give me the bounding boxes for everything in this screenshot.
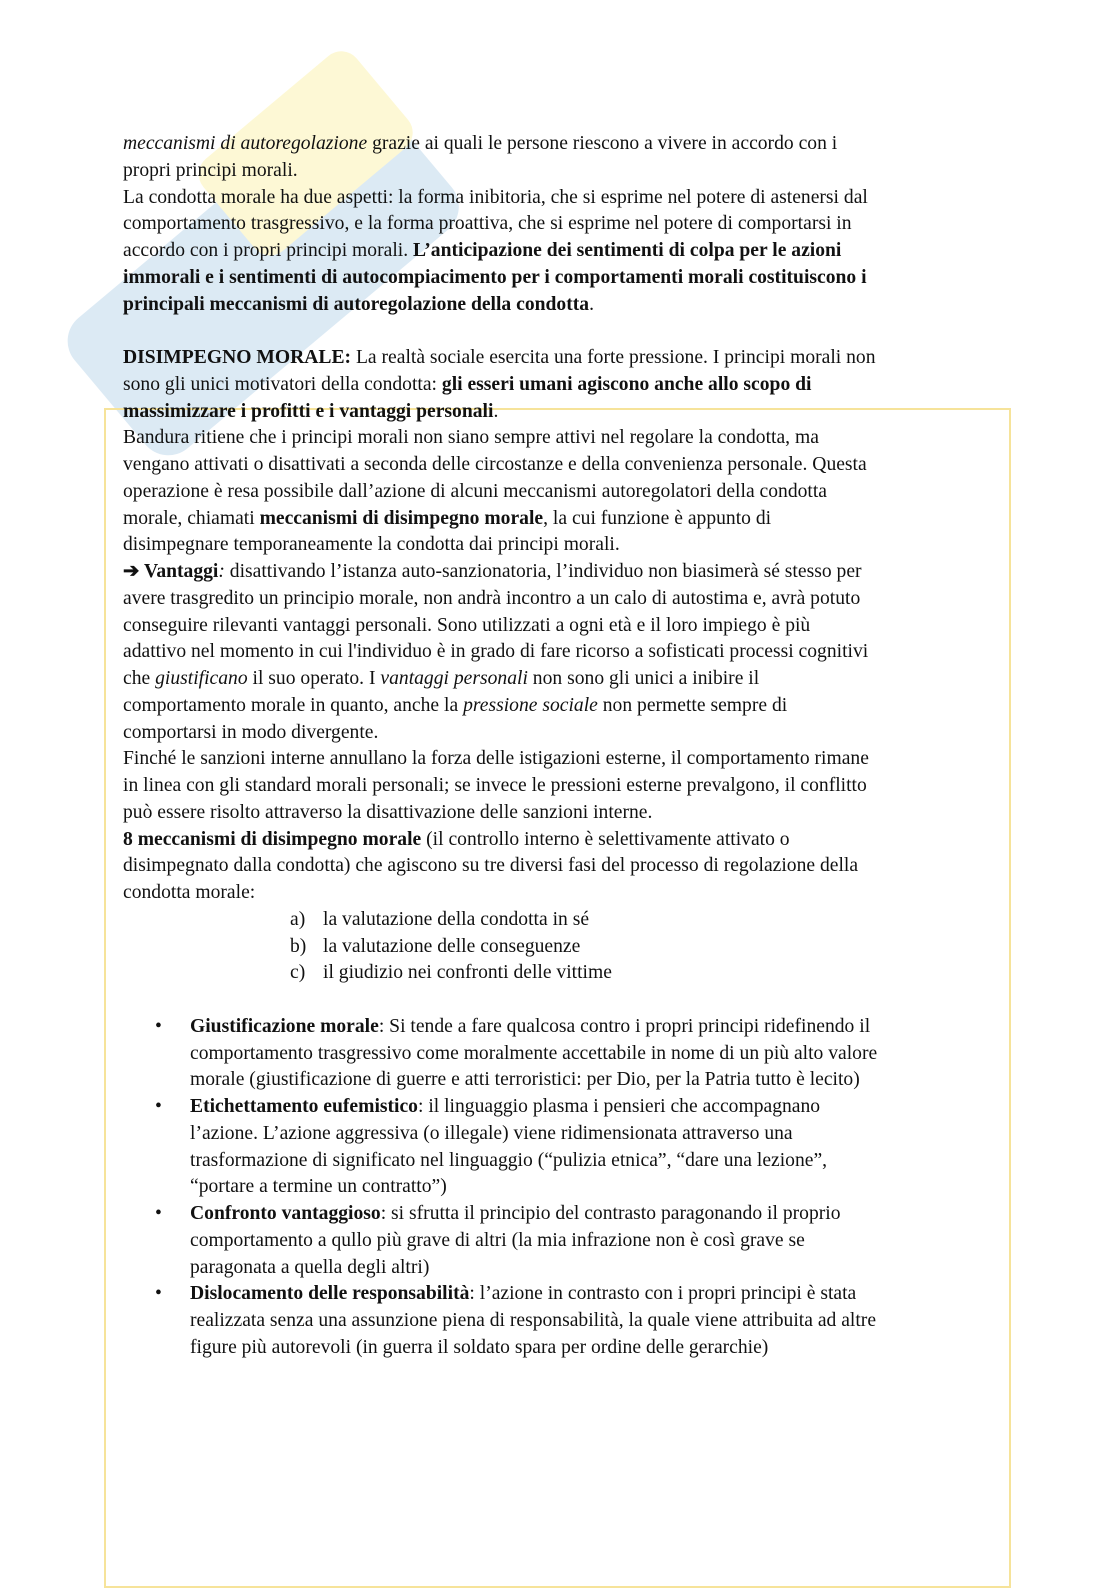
bullet-icon: •: [155, 1203, 162, 1224]
bold-text: L’anticipazione dei sentimenti di colpa per le azioni: [413, 240, 842, 261]
bold-text: massimizzare i profitti e i vantaggi personali: [123, 400, 494, 422]
text-line: [123, 532, 1003, 559]
document-body: [123, 131, 1003, 1362]
text-line: [123, 292, 1003, 319]
text: disimpegnare temporaneamente la condotta dai principi morali.: [123, 534, 620, 556]
text-line: [123, 158, 1003, 185]
text: trasformazione di significato nel linguaggio (“pulizia etnica”, “dare una lezione”,: [190, 1149, 828, 1171]
text-line: [123, 131, 1003, 158]
text-line: [123, 746, 1003, 773]
bullet-list-item: [123, 1201, 1003, 1228]
text: .: [589, 293, 594, 315]
list-marker: b): [290, 935, 307, 957]
text-line: [123, 693, 1003, 720]
text: Finché le sanzioni interne annullano la forza delle istigazioni esterne, il comportamento rimane: [123, 748, 869, 770]
bullet-list-item: [123, 1281, 1003, 1308]
bullet-list-item: [123, 1014, 1003, 1041]
text-line: [123, 666, 1003, 693]
text: realizzata senza una assunzione piena di responsabilità, la quale viene attribuita ad altre: [190, 1310, 877, 1331]
text: figure più autorevoli (in guerra il soldato spara per ordine delle gerarchie): [190, 1336, 769, 1358]
text-line: [123, 265, 1003, 292]
text: non sono gli unici a inibire il: [527, 668, 760, 689]
text-line: [123, 238, 1003, 265]
text: La condotta morale ha due aspetti: la forma inibitoria, che si esprime nel potere di astenersi dal: [123, 186, 868, 208]
text: adattivo nel momento in cui l'individuo è in grado di fare ricorso a sofisticati processi cognitivi: [123, 641, 869, 663]
text: : l’azione in contrasto con i propri principi è stata: [469, 1283, 857, 1305]
text-line: [123, 586, 1003, 613]
text: in linea con gli standard morali personali; se invece le pressioni esterne prevalgono, il conflitto: [123, 775, 867, 796]
text: (il controllo interno è selettivamente attivato o: [421, 828, 790, 850]
text: comportamento trasgressivo come moralmente accettabile in nome di un più alto valore: [190, 1042, 878, 1064]
text: morale, chiamati: [123, 507, 260, 529]
bullet-list-item: [123, 1041, 1003, 1068]
list-marker: c): [290, 962, 306, 984]
text: comportamento a qullo più grave di altri (la mia infrazione non è così grave se: [190, 1229, 805, 1251]
text: la valutazione della condotta in sé: [323, 908, 590, 930]
text-line: [123, 559, 1003, 586]
bullet-icon: •: [155, 1096, 162, 1117]
text: conseguire rilevanti vantaggi personali. Sono utilizzati a ogni età e il loro impiego è più: [123, 614, 811, 636]
italic-text: :: [218, 561, 225, 582]
text-line: [123, 479, 1003, 506]
text: .: [493, 400, 499, 422]
bullet-list-item: [123, 1094, 1003, 1121]
lettered-list-item: [123, 907, 1003, 934]
text: disimpegnato dalla condotta) che agiscono su tre diversi fasi del processo di regolazione della: [123, 855, 859, 877]
text: , la cui funzione è appunto di: [543, 507, 772, 529]
text-line: [123, 318, 1003, 345]
text: operazione è resa possibile dall’azione di alcuni meccanismi autoregolatori della condotta: [123, 480, 828, 502]
text-line: [123, 987, 1003, 1014]
text: accordo con i propri principi morali.: [123, 240, 414, 261]
text-line: [123, 425, 1003, 452]
bullet-list-item: [123, 1308, 1003, 1335]
text: che: [123, 668, 156, 689]
text-line: [123, 639, 1003, 666]
text: morale (giustificazione di guerre e atti terroristici: per Dio, per la Patria tutto è lecito): [190, 1069, 860, 1091]
italic-text: vantaggi personali: [380, 668, 528, 689]
text-line: [123, 452, 1003, 479]
italic-text: giustificano: [155, 668, 248, 689]
text-line: [123, 613, 1003, 640]
bullet-list-item: [123, 1174, 1003, 1201]
text: : si sfrutta il principio del contrasto paragonando il proprio: [380, 1203, 841, 1224]
text: la valutazione delle conseguenze: [323, 935, 581, 957]
text-line: [123, 506, 1003, 533]
italic-text: meccanismi di autoregolazione: [123, 133, 368, 154]
text: comportamento trasgressivo, e la forma proattiva, che si esprime nel potere di comportarsi in: [123, 213, 852, 235]
bold-text: DISIMPEGNO MORALE:: [123, 347, 352, 368]
list-marker: a): [290, 908, 306, 930]
text-line: [123, 773, 1003, 800]
text-line: [123, 345, 1003, 372]
text: non permette sempre di: [597, 694, 788, 716]
text-line: [123, 853, 1003, 880]
text: : Si tende a fare qualcosa contro i propri principi ridefinendo il: [378, 1015, 871, 1037]
bullet-icon: •: [155, 1283, 162, 1305]
text-line: [123, 800, 1003, 827]
text: sono gli unici motivatori della condotta:: [123, 373, 442, 395]
bold-text: ➔ Vantaggi: [123, 561, 219, 582]
text: “portare a termine un contratto”): [190, 1176, 447, 1198]
text-line: [123, 880, 1003, 907]
text: La realtà sociale esercita una forte pressione. I principi morali non: [351, 347, 876, 368]
text: paragonata a quella degli altri): [190, 1256, 430, 1278]
text: il suo operato. I: [247, 668, 381, 689]
bullet-list-item: [123, 1335, 1003, 1362]
bold-text: meccanismi di disimpegno morale: [259, 507, 544, 529]
bold-text: gli esseri umani agiscono anche allo scopo di: [441, 373, 812, 395]
text: propri principi morali.: [123, 159, 298, 181]
bold-text: Dislocamento delle responsabilità: [190, 1283, 470, 1305]
text-line: [123, 211, 1003, 238]
bullet-list-item: [123, 1121, 1003, 1148]
bold-text: 8 meccanismi di disimpegno morale: [123, 828, 422, 850]
bullet-list-item: [123, 1228, 1003, 1255]
bold-text: Giustificazione morale: [190, 1015, 379, 1037]
bold-text: principali meccanismi di autoregolazione della condotta: [123, 293, 590, 315]
italic-text: pressione sociale: [463, 694, 598, 716]
text: condotta morale:: [123, 882, 256, 903]
bullet-list-item: [123, 1255, 1003, 1282]
text: comportamento morale in quanto, anche la: [123, 694, 464, 716]
text-line: [123, 720, 1003, 747]
text: vengano attivati o disattivati a seconda delle circostanze e della convenienza personale. Questa: [123, 454, 867, 475]
bold-text: Confronto vantaggioso: [190, 1203, 381, 1224]
bullet-icon: •: [155, 1015, 162, 1037]
bold-text: Etichettamento eufemistico: [190, 1096, 418, 1117]
lettered-list-item: [123, 960, 1003, 987]
text: l’azione. L’azione aggressiva (o illegale) viene ridimensionata attraverso una: [190, 1122, 793, 1144]
bullet-list-item: [123, 1148, 1003, 1175]
text-line: [123, 399, 1003, 426]
text: Bandura ritiene che i principi morali non siano sempre attivi nel regolare la condotta, ma: [123, 427, 819, 449]
text-line: [123, 827, 1003, 854]
text: grazie ai quali le persone riescono a vivere in accordo con i: [367, 133, 838, 154]
text: il giudizio nei confronti delle vittime: [323, 962, 612, 984]
text: può essere risolto attraverso la disattivazione delle sanzioni interne.: [123, 801, 653, 823]
text: comportarsi in modo divergente.: [123, 721, 379, 743]
text: disattivando l’istanza auto-sanzionatoria, l’individuo non biasimerà sé stesso per: [224, 561, 862, 582]
bold-text: immorali e i sentimenti di autocompiacimento per i comportamenti morali costituiscono i: [123, 266, 867, 288]
lettered-list-item: [123, 934, 1003, 961]
text-line: [123, 185, 1003, 212]
text: : il linguaggio plasma i pensieri che accompagnano: [417, 1096, 821, 1117]
text: avere trasgredito un principio morale, non andrà incontro a un calo di autostima e, avrà potuto: [123, 587, 861, 609]
bullet-list-item: [123, 1067, 1003, 1094]
text-line: [123, 372, 1003, 399]
